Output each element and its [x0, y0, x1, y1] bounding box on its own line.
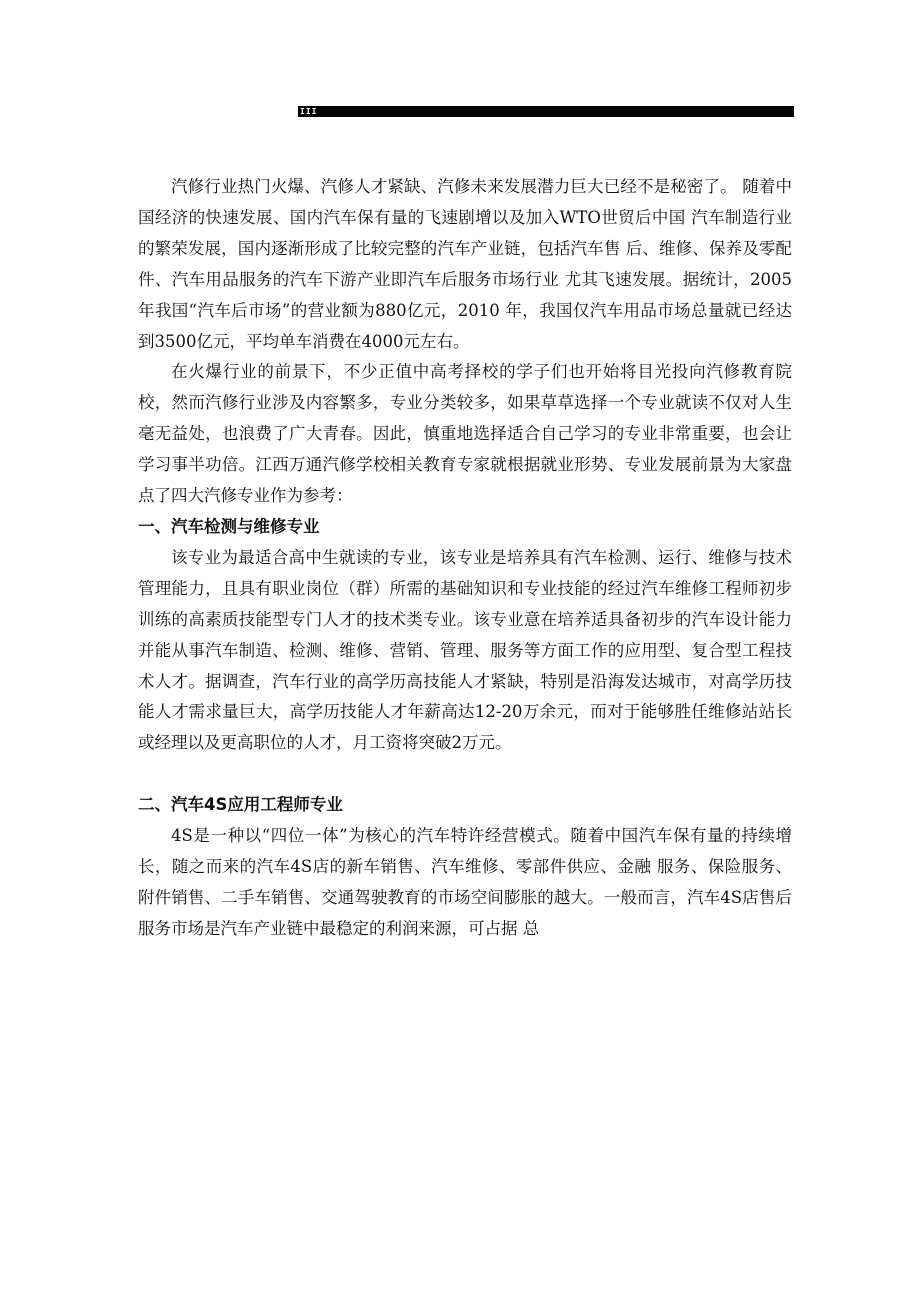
document-body — [138, 172, 792, 945]
header-label: III — [300, 107, 318, 116]
section-heading-1: 一、汽车检测与维修专业 — [138, 516, 320, 536]
intro-paragraph-1: 汽修行业热门火爆、汽修人才紧缺、汽修未来发展潜力巨大已经不是秘密了。 随着中国经济的快速发展、国内汽车保有量的飞速剧增以及加入WTO世贸后中国 汽车制造行业的繁荣发展，国内逐渐形成了比较完整的汽车产业链，包括汽车售 后、维修、保养及零配件、汽车用品服务的汽车下游产业即汽车后服务市场行业 尤其飞速发展。据统计，2005年我国“汽车后市场”的营业额为880亿元，2010 年，我国仅汽车用品市场总量就已经达到3500亿元，平均单车消费在4000元左右。 — [138, 177, 792, 351]
section-body-2: 4S是一种以“四位一体”为核心的汽车特许经营模式。随着中国汽车保有量的持续增长，随之而来的汽车4S店的新车销售、汽车维修、零部件供应、金融 服务、保险服务、附件销售、二手车销售、交通驾驶教育的市场空间膨胀的越大。一般而言，汽车4S店售后服务市场是汽车产业链中最稳定的利润来源，可占据 总 — [138, 826, 792, 938]
intro-paragraph-2: 在火爆行业的前景下，不少正值中高考择校的学子们也开始将目光投向汽修教育院校，然而汽修行业涉及内容繁多，专业分类较多，如果草草选择一个专业就读不仅对人生毫无益处，也浪费了广大青春。因此，慎重地选择适合自己学习的专业非常重要，也会让学习事半功倍。江西万通汽修学校相关教育专家就根据就业形势、专业发展前景为大家盘点了四大汽修专业作为参考： — [138, 362, 792, 506]
section-heading-2: 二、汽车4S应用工程师专业 — [138, 795, 343, 815]
header-bar — [298, 106, 794, 117]
section-body-1: 该专业为最适合高中生就读的专业，该专业是培养具有汽车检测、运行、维修与技术管理能力，且具有职业岗位（群）所需的基础知识和专业技能的经过汽车维修工程师初步训练的高素质技能型专门人才的技术类专业。该专业意在培养适具备初步的汽车设计能力并能从事汽车制造、检测、维修、营销、管理、服务等方面工作的应用型、复合型工程技术人才。据调查，汽车行业的高学历高技能人才紧缺，特别是沿海发达城市，对高学历技能人才需求量巨大，高学历技能人才年薪高达12-20万余元，而对于能够胜任维修站站长或经理以及更高职位的人才，月工资将突破2万元。 — [138, 547, 792, 753]
section-spacer — [138, 759, 792, 790]
